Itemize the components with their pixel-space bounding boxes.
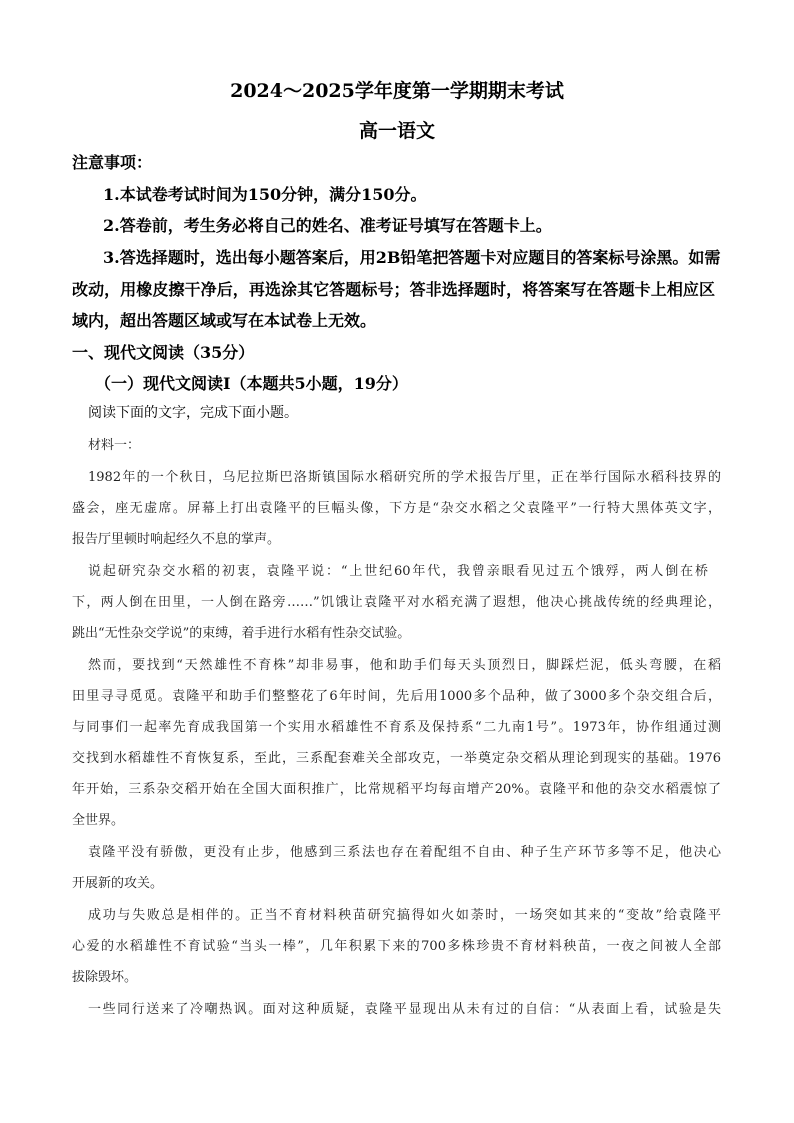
paragraph-1-line-1: 1982年的一个秋日，乌尼拉斯巴洛斯镇国际水稻研究所的学术报告厅里，正在举行国际水稻科技界的 (88, 470, 721, 485)
paragraph-1-line-2: 盛会，座无虚席。屏幕上打出袁隆平的巨幅头像，下方是“杂交水稻之父袁隆平”一行特大黑体英文字， (72, 501, 721, 516)
paragraph-3-line-2: 田里寻寻觅觅。袁隆平和助手们整整花了6年时间，先后用1000多个品种，做了3000多个杂交组合后， (72, 689, 721, 704)
paragraph-5-line-2: 心爱的水稻雄性不育试验“当头一棒”，几年积累下来的700多株珍贵不育材料秧苗，一夜之间被人全部 (72, 939, 721, 954)
paragraph-1-line-3: 报告厅里顿时响起经久不息的掌声。 (72, 532, 281, 547)
section-heading: 一、现代文阅读（35分） (72, 343, 255, 362)
paragraph-3-line-6: 全世界。 (72, 813, 125, 828)
exam-subject: 高一语文 (358, 120, 435, 142)
notice-heading: 注意事项： (72, 153, 153, 172)
notice-item-3-line-2: 改动，用橡皮擦干净后，再选涂其它答题标号；答非选择题时，将答案写在答题卡上相应区 (72, 280, 715, 299)
subsection-heading: （一）现代文阅读Ⅰ（本题共5小题，19分） (95, 374, 408, 393)
paragraph-5-line-1: 成功与失败总是相伴的。正当不育材料秧苗研究搞得如火如荼时，一场突如其来的“变故”给袁隆平 (88, 908, 721, 923)
material-label: 材料一： (88, 438, 141, 453)
paragraph-3-line-1: 然而，要找到“天然雄性不育株”却非易事，他和助手们每天头顶烈日，脚踩烂泥，低头弯腰，在稻 (88, 658, 721, 673)
notice-item-2: 2.答卷前，考生务必将自己的姓名、准考证号填写在答题卡上。 (103, 216, 552, 235)
exam-title: 2024～2025学年度第一学期期末考试 (230, 80, 564, 102)
paragraph-3-line-3: 与同事们一起率先育成我国第一个实用水稻雄性不育系及保持系“二九南1号”。1973年，协作组通过测 (72, 720, 721, 735)
paragraph-2-line-3: 跳出“无性杂交学说”的束缚，着手进行水稻有性杂交试验。 (72, 626, 411, 641)
paragraph-3-line-4: 交找到水稻雄性不育恢复系，至此，三系配套难关全部攻克，一举奠定杂交稻从理论到现实的基础。1976 (72, 751, 721, 766)
notice-item-3-line-3: 域内，超出答题区域或写在本试卷上无效。 (72, 311, 377, 330)
paragraph-2-line-1: 说起研究杂交水稻的初衷，袁隆平说：“上世纪60年代，我曾亲眼看见过五个饿殍，两人倒在桥 (88, 564, 708, 579)
paragraph-3-line-5: 年开始，三系杂交稻开始在全国大面积推广，比常规稻平均每亩增产20%。袁隆平和他的杂交水稻震惊了 (72, 782, 721, 797)
notice-item-3-line-1: 3.答选择题时，选出每小题答案后，用2B铅笔把答题卡对应题目的答案标号涂黑。如需 (103, 248, 721, 267)
paragraph-6-line-1: 一些同行送来了冷嘲热讽。面对这种质疑，袁隆平显现出从未有过的自信：“从表面上看，试验是失 (88, 1002, 721, 1017)
paragraph-2-line-2: 下，两人倒在田里，一人倒在路旁……”饥饿让袁隆平对水稻充满了遐想，他决心挑战传统的经典理论， (72, 595, 721, 610)
notice-item-1: 1.本试卷考试时间为150分钟，满分150分。 (103, 185, 427, 204)
paragraph-4-line-2: 开展新的攻关。 (72, 876, 164, 891)
paragraph-5-line-3: 拔除毁坏。 (72, 970, 138, 985)
paragraph-4-line-1: 袁隆平没有骄傲，更没有止步，他感到三系法也存在着配组不自由、种子生产环节多等不足，他决心 (88, 845, 721, 860)
reading-instruction: 阅读下面的文字，完成下面小题。 (88, 405, 298, 421)
